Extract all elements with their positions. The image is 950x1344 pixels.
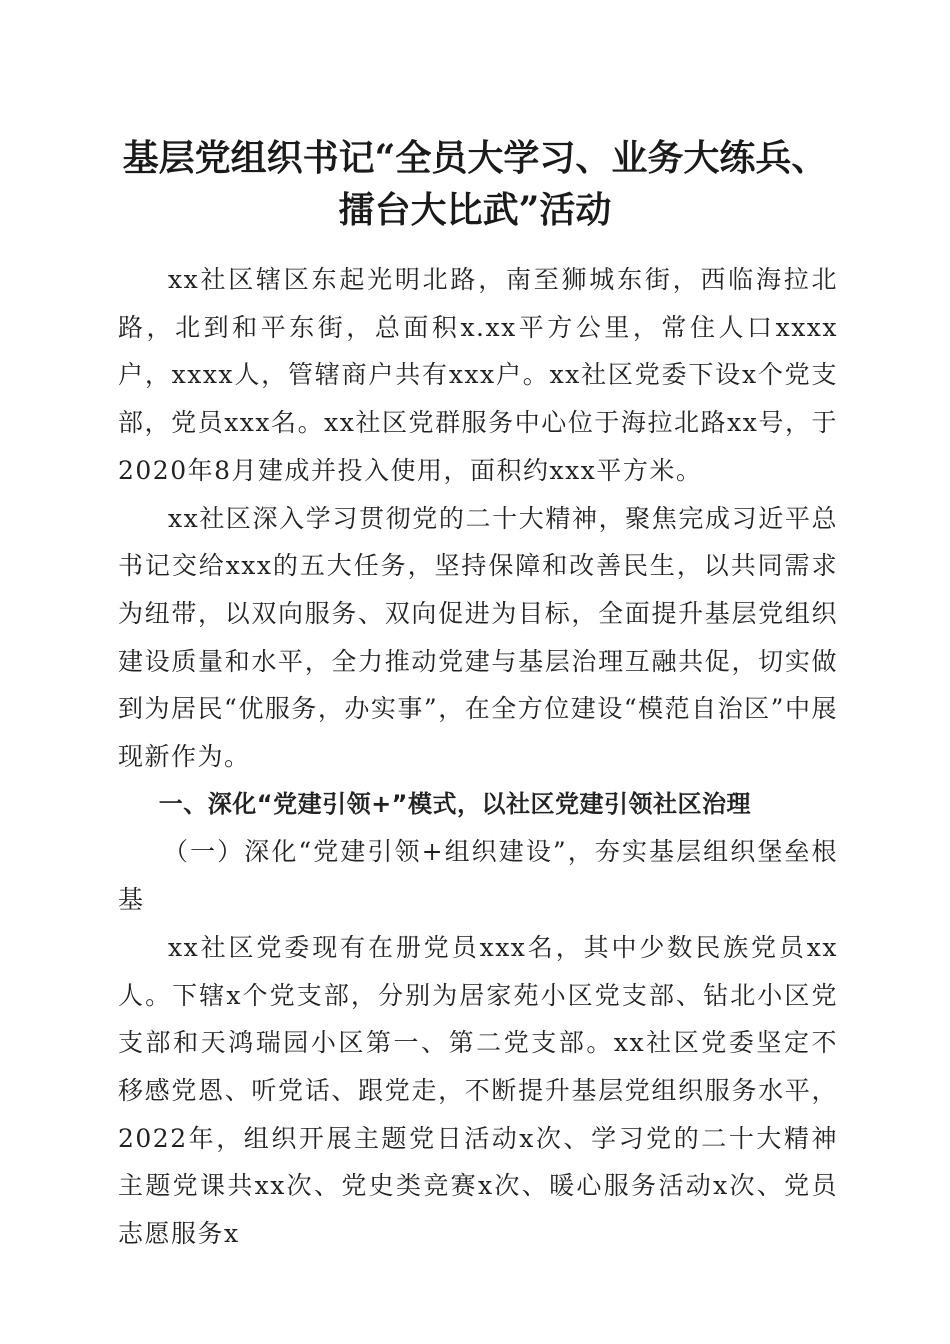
document-body (118, 256, 838, 1258)
document-title-line-2: 擂台大比武”活动 (338, 189, 612, 231)
paragraph-community-overview: xx社区辖区东起光明北路，南至狮城东街，西临海拉北路，北到和平东街，总面积x.xx平方公里，常住人口xxxx户，xxxx人，管辖商户共有xxx户。xx社区党委下设x个党支部，党员xxx名。xx社区党群服务中心位于海拉北路xx号，于2020年8月建成并投入使用，面积约xxx平方米。 (118, 265, 838, 485)
section-heading-1: 一、深化“党建引领+”模式，以社区党建引领社区治理 (158, 789, 751, 818)
document-title-line-1: 基层党组织书记“全员大学习、业务大练兵、 (122, 137, 828, 179)
paragraph-party-organization: xx社区党委现有在册党员xxx名，其中少数民族党员xx人。下辖x个党支部，分别为居家苑小区党支部、钻北小区党支部和天鸿瑞园小区第一、第二党支部。xx社区党委坚定不移感党恩、听党话、跟党走，不断提升基层党组织服务水平，2022年，组织开展主题党日活动x次、学习党的二十大精神主题党课共xx次、党史类竞赛x次、暖心服务活动x次、党员志愿服务x (118, 932, 838, 1249)
subsection-heading-1: （一）深化“党建引领+组织建设”，夯实基层组织堡垒根基 (118, 837, 838, 915)
paragraph-community-goals: xx社区深入学习贯彻党的二十大精神，聚焦完成习近平总书记交给xxx的五大任务，坚持保障和改善民生，以共同需求为纽带，以双向服务、双向促进为目标，全面提升基层党组织建设质量和水平，全力推动党建与基层治理互融共促，切实做到为居民“优服务，办实事”，在全方位建设“模范自治区”中展现新作为。 (118, 503, 838, 772)
